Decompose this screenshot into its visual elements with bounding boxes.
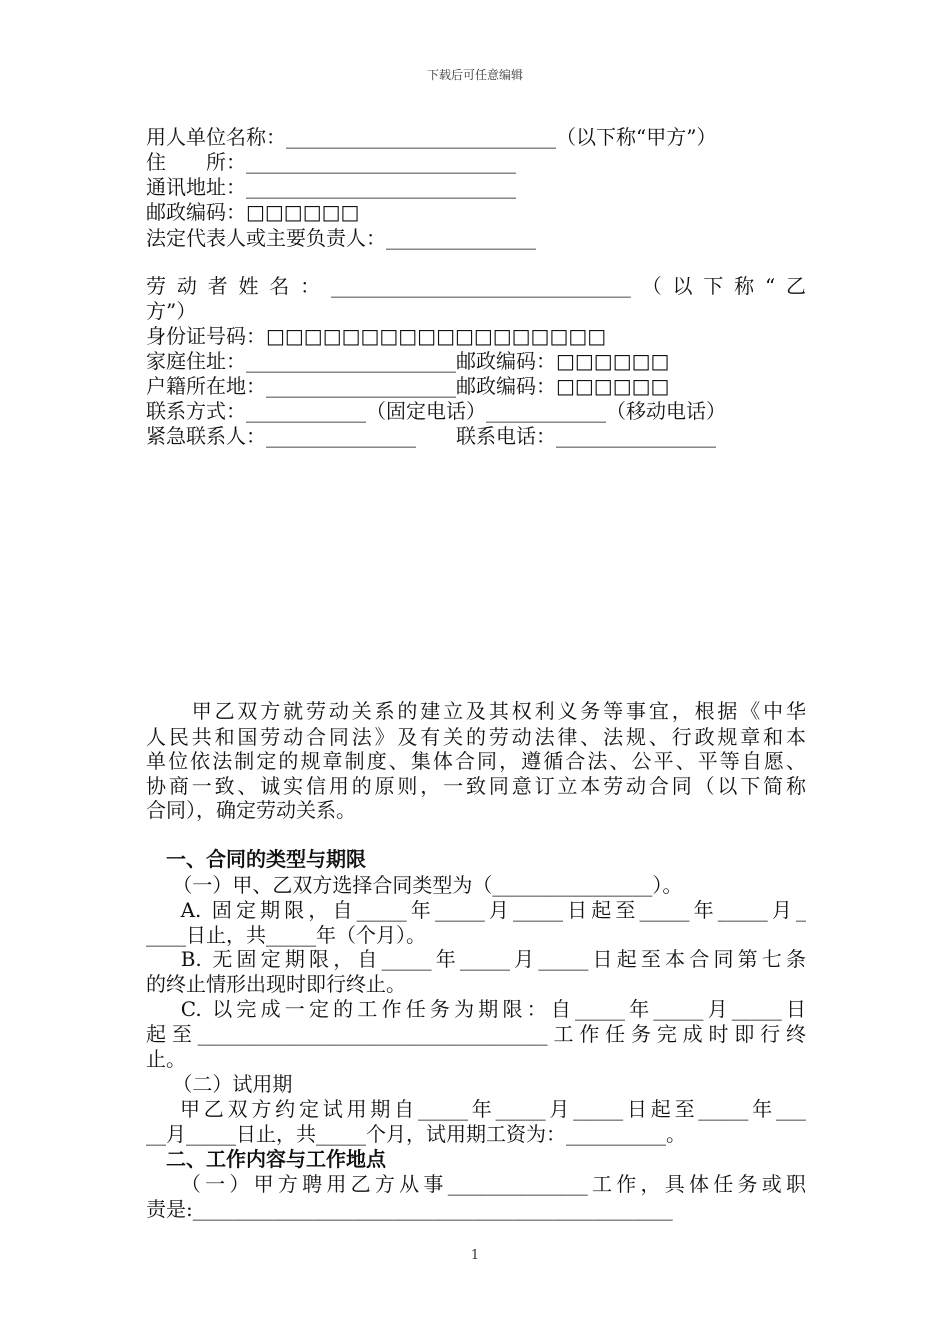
preamble-line: 单位依法制定的规章制度、集体合同，遵循合法、公平、平等自愿、 [146,749,806,773]
clause-line: A. 固定期限，自_____年_____月_____日起至_____年_____月_ [146,898,806,922]
clause-line: 起至___________________________________工作任务完成时即行终 [146,1022,806,1046]
clause-line: 甲乙双方约定试用期自_____年_____月_____日起至_____年___ [146,1097,806,1121]
clause-line: 的终止情形出现时即行终止。 [146,972,406,996]
clause-line: 责是:________________________________________________ [146,1197,673,1221]
employer-address-line: 住 所：___________________________ [146,150,516,174]
employer-mailing-address-line: 通讯地址：___________________________ [146,175,516,199]
employee-name-line-cont: 方”） [146,299,197,323]
employer-name-line: 用人单位名称：___________________________（以下称“甲方”） [146,125,717,149]
employer-postal-code-line: 邮政编码：□□□□□□ [146,200,360,224]
section-heading-contract-type: 一、合同的类型与期限 [146,847,366,871]
household-registration-line: 户籍所在地：___________________邮政编码：□□□□□□ [146,374,670,398]
preamble-line: 甲乙双方就劳动关系的建立及其权利义务等事宜，根据《中华 [146,699,806,723]
employee-name-line: 劳动者姓名：______________________________（以下称“乙 [146,274,806,298]
page-header: 下载后可任意编辑 [426,68,523,82]
clause-line: （一）甲方聘用乙方从事______________工作，具体任务或职 [146,1172,806,1196]
legal-representative-line: 法定代表人或主要负责人：_______________ [146,226,536,250]
clause-line: （二）试用期 [146,1072,293,1096]
clause-line: B. 无固定期限，自_____年_____月_____日起至本合同第七条 [146,947,806,971]
clause-line: C. 以完成一定的工作任务为期限：自_____年_____月_____日 [146,997,806,1021]
page-number: 1 [470,1248,480,1263]
home-address-line: 家庭住址：_____________________邮政编码：□□□□□□ [146,349,670,373]
emergency-contact-line: 紧急联系人：_______________ 联系电话：________________ [146,424,716,448]
section-heading-work-content: 二、工作内容与工作地点 [146,1147,386,1171]
preamble-line: 协商一致、诚实信用的原则，一致同意订立本劳动合同（以下简称 [146,774,806,798]
clause-line: （一）甲、乙双方选择合同类型为（________________）。 [146,873,683,897]
id-number-line: 身份证号码：□□□□□□□□□□□□□□□□□□ [146,324,607,348]
contact-line: 联系方式：____________（固定电话）____________（移动电话） [146,399,726,423]
clause-line: __月_____日止，共_____个月，试用期工资为：__________。 [146,1122,686,1146]
clause-line: 止。 [146,1047,186,1071]
clause-line: ____日止，共_____年（个月）。 [146,923,426,947]
preamble-line: 人民共和国劳动合同法》及有关的劳动法律、法规、行政规章和本 [146,725,806,749]
preamble-line: 合同），确定劳动关系。 [146,798,356,822]
